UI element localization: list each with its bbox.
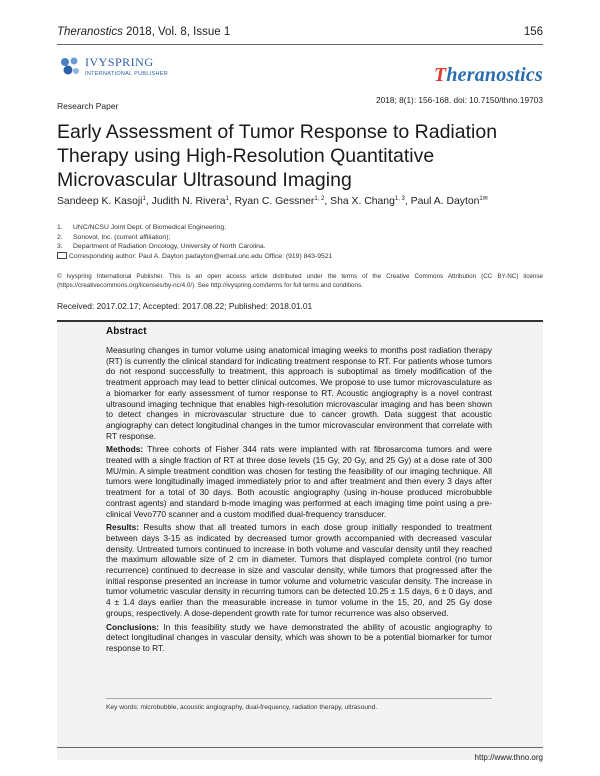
publisher-logo[interactable]	[59, 52, 199, 86]
affiliation-item: 1. UNC/NCSU Joint Dept. of Biomedical Engineering;	[57, 224, 226, 231]
journal-details: 2018, Vol. 8, Issue 1	[122, 26, 231, 38]
affiliation-list	[57, 223, 266, 252]
envelope-icon	[57, 252, 67, 259]
abstract-box	[57, 320, 543, 760]
wordmark-initial: T	[433, 64, 447, 86]
author[interactable]: Judith N. Rivera$^1$	[151, 196, 229, 207]
logo-subtitle: INTERNATIONAL PUBLISHER	[85, 71, 168, 77]
license-statement: © Ivyspring International Publisher. This is an open access article distributed under the terms of the Creative Commons Attribution (CC BY-NC) license (https://creativecommons.org/licenses/by-nc/4.0/). See http://ivyspring.com/terms for full terms and conditions.	[57, 273, 543, 289]
citation-doi[interactable]: 2018; 8(1): 156-168. doi: 10.7150/thno.19703	[376, 95, 543, 105]
author[interactable]: Sandeep K. Kasoji$^1$	[57, 196, 146, 207]
affiliation-item: 2. Sonovol, Inc. (current affiliation);	[57, 233, 171, 241]
footer-divider	[57, 747, 543, 748]
journal-name: Theranostics	[57, 26, 123, 38]
journal-wordmark[interactable]	[434, 64, 543, 87]
abstract-top-rule	[57, 320, 543, 322]
abstract-heading: Abstract	[106, 326, 147, 337]
keywords-divider	[106, 698, 492, 699]
article-title: Early Assessment of Tumor Response to Radiation Therapy using High-Resolution Quantitative Microvascular Ultrasound Imaging	[57, 121, 498, 191]
article-type: Research Paper	[57, 101, 119, 111]
header-divider	[57, 44, 543, 45]
corresponding-text[interactable]: Corresponding author: Paul A. Dayton padayton@email.unc.edu Office: (919) 843-9521	[69, 253, 333, 260]
abstract-methods: Methods: Three cohorts of Fisher 344 rats were implanted with rat fibrosarcoma tumors and were treated with a single fraction of RT at three dose levels (15 Gy, 20 Gy, and 25 Gy) at a dose rate of 300 MU/min. A simple treatment condition was chosen for testing the feasibility of our imaging technique. All tumors were longitudinally imaged immediately prior to and after treatment and then every 3 days after treatment for a total of 30 days. Both acoustic angiography (using in-house produced microbubble contrast agents) and standard b-mode imaging was performed at each imaging time point using a pre-clinical Vevo770 scanner and a custom modified dual-frequency transducer.	[106, 444, 492, 519]
author[interactable]: Ryan C. Gessner$^{1, 2}$	[234, 196, 325, 207]
logo-name: IVYSPRING	[85, 55, 154, 69]
affiliation-item: 3. Department of Radiation Oncology, University of North Carolina.	[57, 243, 266, 250]
running-header	[57, 26, 543, 40]
author-list: Sandeep K. Kasoji$^1$, Judith N. Rivera$^1$, Ryan C. Gessner$^{1, 2}$, Sha X. Chang$^{1, 3}$, Paul A. Dayton$^{1✉}$	[57, 196, 488, 207]
footer-url[interactable]: http://www.thno.org	[474, 753, 543, 762]
publication-dates: Received: 2017.02.17; Accepted: 2017.08.22; Published: 2018.01.01	[57, 301, 313, 311]
abstract-results: Results: Results show that all treated tumors in each dose group initially responded to treatment between days 3-15 as indicated by decreased tumor growth accompanied with decreased vascular density. Untreated tumors continued to increase in both volume and vascular density until they reached the maximum allowable size of 2 cm in diameter. Tumors that displayed complete control (no tumor recurrence) continued to decrease in size and vascular density, while tumors that progressed after the initial response presented an increase in tumor volume and volumetric vascular density. The increase in tumor volumetric vascular density in recurring tumors can be detected 10.25 ± 1.5 days, 6 ± 0 days, and 4 ± 1.4 days earlier than the measurable increase in tumor volume in the 15, 20, and 25 Gy dose groups, respectively. A dose-dependent growth rate for tumor recurrence was also observed.	[106, 522, 492, 618]
author[interactable]: Sha X. Chang$^{1, 3}$	[330, 196, 405, 207]
wordmark-rest: heranostics	[446, 64, 543, 86]
page-number: 156	[523, 26, 543, 38]
author[interactable]: Paul A. Dayton$^{1✉}$	[410, 196, 488, 207]
corresponding-author	[57, 252, 332, 260]
ivyspring-leaf-icon	[59, 56, 81, 78]
abstract-body	[106, 345, 492, 657]
keywords: Key words: microbubble, acoustic angiography, dual-frequency, radiation therapy, ultrasound.	[106, 704, 378, 711]
abstract-intro: Measuring changes in tumor volume using anatomical imaging weeks to months post radiation therapy (RT) is currently the clinical standard for indicating treatment response to RT. For patients whose tumors do not respond successfully to treatment, this approach is suboptimal as timely modification of the treatment approach may lead to better clinical outcomes. We propose to use tumor microvasculature as a biomarker for early assessment of tumor response to RT. Acoustic angiography is a novel contrast ultrasound imaging technique that enables high-resolution microvascular imaging and has been shown to detect changes in microvascular structure due to cancer growth. Data suggest that acoustic angiography can detect longitudinal changes in the tumor microvascular environment that correlate with RT response.	[106, 345, 492, 441]
abstract-conclusions: Conclusions: In this feasibility study we have demonstrated the ability of acoustic angiography to detect longitudinal changes in vascular density, which was shown to be a potential biomarker for tumor response to RT.	[106, 621, 492, 653]
